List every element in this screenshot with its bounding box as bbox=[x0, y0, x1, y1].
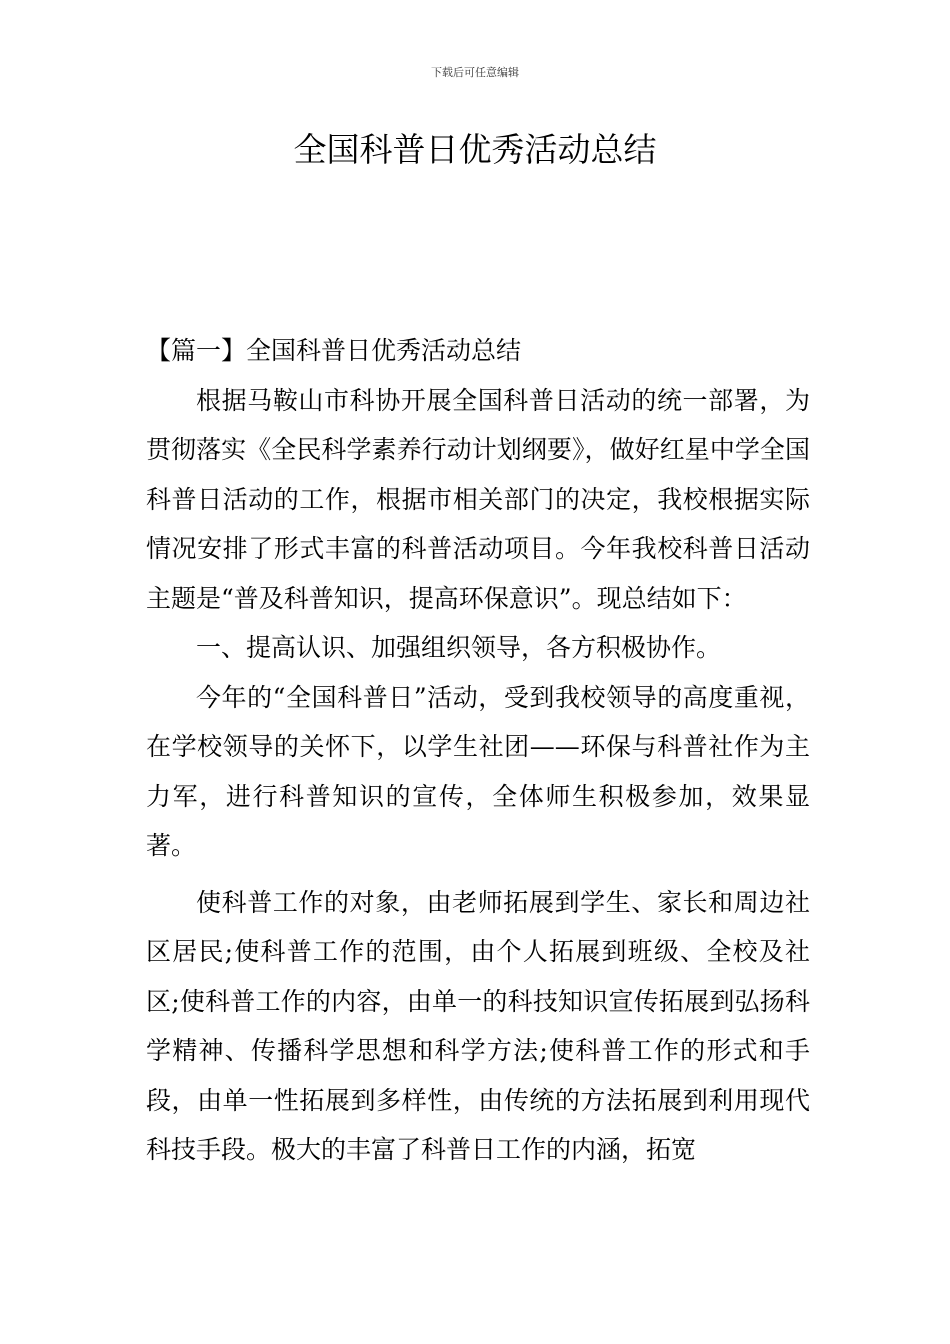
section-heading: 【篇一】全国科普日优秀活动总结 bbox=[146, 336, 522, 365]
document-body bbox=[146, 326, 810, 1175]
document-title: 全国科普日优秀活动总结 bbox=[293, 130, 657, 169]
paragraph-scope: 使科普工作的对象，由老师拓展到学生、家长和周边社区居民;使科普工作的范围，由个人拓展到班级、全校及社区;使科普工作的内容，由单一的科技知识宣传拓展到弘扬科学精神、传播科学思想和科学方法;使科普工作的形式和手段，由单一性拓展到多样性，由传统的方法拓展到利用现代科技手段。极大的丰富了科普日工作的内涵，拓宽 bbox=[146, 887, 810, 1164]
paragraph-intro: 根据马鞍山市科协开展全国科普日活动的统一部署，为贯彻落实《全民科学素养行动计划纲要》，做好红星中学全国科普日活动的工作，根据市相关部门的决定，我校根据实际情况安排了形式丰富的科普活动项目。今年我校科普日活动主题是“普及科普知识，提高环保意识”。现总结如下： bbox=[146, 385, 810, 613]
paragraph-point-one: 一、提高认识、加强组织领导，各方积极协作。 bbox=[196, 633, 722, 662]
header-note: 下载后可任意编辑 bbox=[431, 66, 519, 79]
paragraph-activity: 今年的“全国科普日”活动，受到我校领导的高度重视，在学校领导的关怀下，以学生社团——环保与科普社作为主力军，进行科普知识的宣传，全体师生积极参加，效果显著。 bbox=[146, 682, 810, 860]
